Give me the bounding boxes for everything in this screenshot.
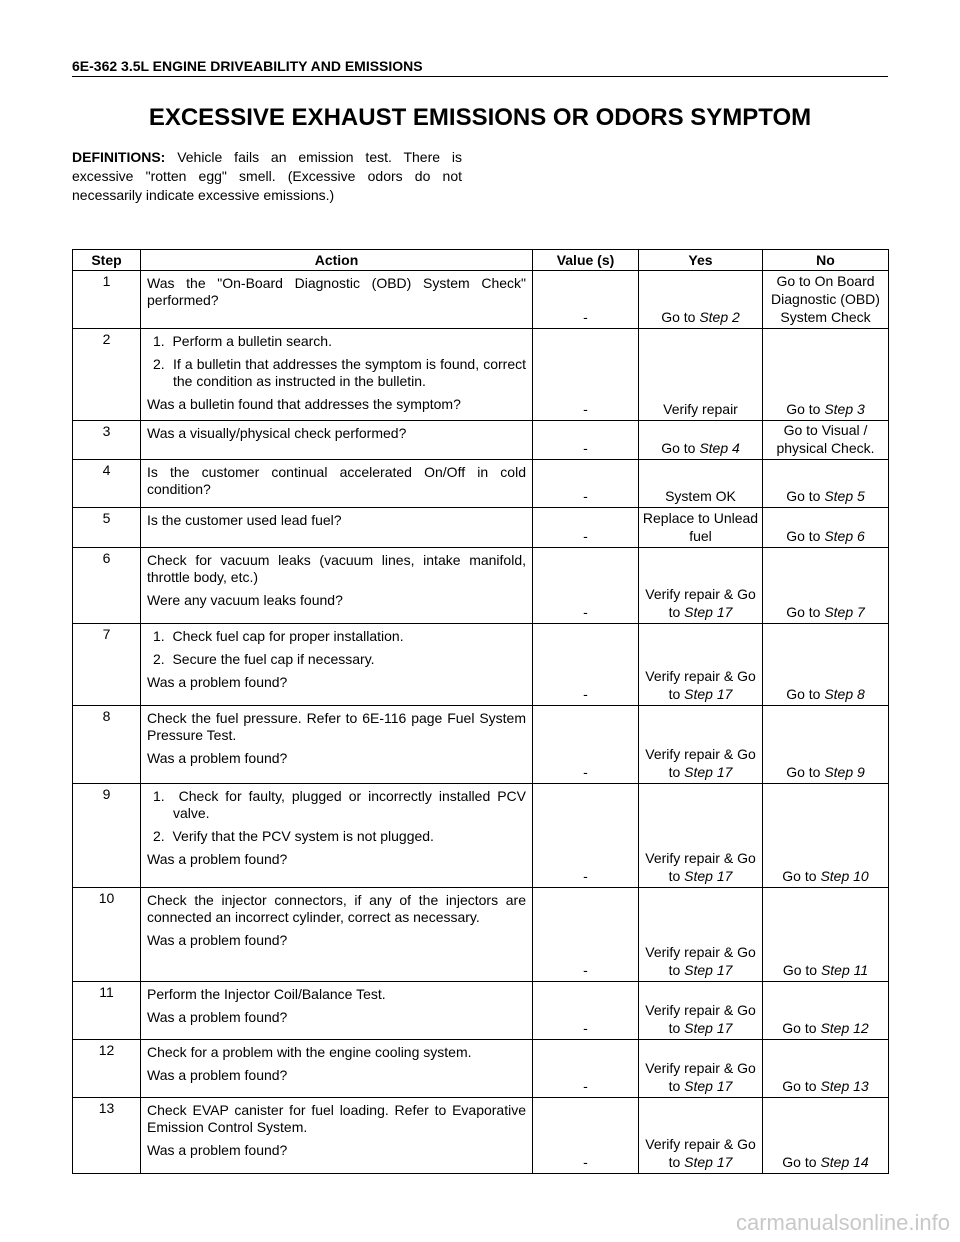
action-item-text: If a bulletin that addresses the symptom is found, correct the condition as instructed in the bulletin. bbox=[172, 356, 526, 389]
step-yes bbox=[639, 508, 763, 548]
step-action bbox=[141, 982, 533, 1040]
step-value: - bbox=[533, 548, 639, 624]
step-number: 13 bbox=[73, 1098, 141, 1174]
step-number: 10 bbox=[73, 888, 141, 982]
step-no bbox=[763, 1040, 889, 1098]
table-row bbox=[73, 624, 889, 706]
step-reference: Step 8 bbox=[824, 686, 865, 702]
definitions bbox=[72, 148, 462, 205]
table-header-row bbox=[73, 250, 889, 271]
table-row bbox=[73, 1040, 889, 1098]
table-row bbox=[73, 982, 889, 1040]
step-number: 6 bbox=[73, 548, 141, 624]
page-title: EXCESSIVE EXHAUST EMISSIONS OR ODORS SYMPTOM bbox=[148, 104, 812, 131]
step-action bbox=[141, 706, 533, 784]
step-no bbox=[763, 784, 889, 888]
step-no-text: Go to bbox=[782, 1078, 821, 1094]
step-yes-text: Verify repair & Go to bbox=[645, 944, 756, 978]
action-item-text: Check for faulty, plugged or incorrectly installed PCV valve. bbox=[173, 788, 527, 821]
step-yes-text: Verify repair & Go to bbox=[645, 586, 756, 620]
step-no-text: Go to bbox=[786, 686, 825, 702]
step-yes-text: Verify repair bbox=[663, 401, 738, 417]
step-yes-text: Go to bbox=[661, 309, 700, 325]
step-no-text: Go to bbox=[782, 1154, 821, 1170]
step-value: - bbox=[533, 508, 639, 548]
step-action bbox=[141, 508, 533, 548]
step-reference: Step 17 bbox=[684, 1078, 733, 1094]
action-text: Check EVAP canister for fuel loading. Refer to Evaporative Emission Control System. bbox=[147, 1102, 526, 1135]
step-value: - bbox=[533, 1098, 639, 1174]
step-yes bbox=[639, 1040, 763, 1098]
step-reference: Step 17 bbox=[684, 604, 733, 620]
step-value: - bbox=[533, 421, 639, 460]
step-reference: Step 13 bbox=[820, 1078, 869, 1094]
step-yes-text: System OK bbox=[665, 488, 736, 504]
step-no-text: Go to bbox=[782, 868, 821, 884]
step-reference: Step 17 bbox=[684, 764, 733, 780]
step-yes bbox=[639, 548, 763, 624]
step-value: - bbox=[533, 982, 639, 1040]
step-value: - bbox=[533, 888, 639, 982]
table-row bbox=[73, 784, 889, 888]
step-no-text: Go to bbox=[782, 1020, 821, 1036]
step-no bbox=[763, 460, 889, 508]
step-value: - bbox=[533, 329, 639, 421]
step-reference: Step 17 bbox=[684, 1154, 733, 1170]
step-no-text: Go to bbox=[786, 604, 825, 620]
action-text: Check for a problem with the engine cooling system. bbox=[147, 1044, 472, 1060]
step-reference: Step 10 bbox=[820, 868, 869, 884]
definitions-label: DEFINITIONS: bbox=[72, 149, 166, 165]
table-row bbox=[73, 888, 889, 982]
step-value: - bbox=[533, 460, 639, 508]
step-no-text: Go to Visual / physical Check. bbox=[776, 422, 875, 456]
step-reference: Step 11 bbox=[820, 962, 869, 978]
action-text: Perform the Injector Coil/Balance Test. bbox=[147, 986, 386, 1002]
action-text: Was a problem found? bbox=[147, 851, 288, 867]
action-item-number: 1. bbox=[153, 628, 165, 644]
action-text: Was a problem found? bbox=[147, 1142, 288, 1158]
step-value: - bbox=[533, 706, 639, 784]
action-item-number: 1. bbox=[153, 333, 165, 349]
step-no bbox=[763, 508, 889, 548]
step-yes bbox=[639, 982, 763, 1040]
step-action bbox=[141, 329, 533, 421]
action-text: Was a problem found? bbox=[147, 932, 288, 948]
step-number: 12 bbox=[73, 1040, 141, 1098]
action-numbered-item bbox=[147, 788, 526, 822]
action-item-number: 2. bbox=[153, 651, 165, 667]
step-reference: Step 17 bbox=[684, 1020, 733, 1036]
action-numbered-item bbox=[147, 651, 526, 668]
step-reference: Step 14 bbox=[820, 1154, 869, 1170]
action-text: Were any vacuum leaks found? bbox=[147, 592, 343, 608]
action-text: Was a problem found? bbox=[147, 750, 288, 766]
action-text: Was a problem found? bbox=[147, 1067, 288, 1083]
table-row bbox=[73, 548, 889, 624]
step-yes-text: Verify repair & Go to bbox=[645, 746, 756, 780]
step-number: 5 bbox=[73, 508, 141, 548]
step-no-text: Go to bbox=[786, 401, 825, 417]
step-reference: Step 17 bbox=[684, 962, 733, 978]
step-reference: Step 12 bbox=[820, 1020, 869, 1036]
table-row bbox=[73, 1098, 889, 1174]
step-yes-text: Go to bbox=[661, 440, 700, 456]
step-no bbox=[763, 1098, 889, 1174]
step-number: 4 bbox=[73, 460, 141, 508]
step-no-text: Go to On Board Diagnostic (OBD) System Check bbox=[771, 273, 880, 325]
step-no bbox=[763, 624, 889, 706]
step-yes bbox=[639, 706, 763, 784]
action-item-text: Check fuel cap for proper installation. bbox=[172, 628, 404, 644]
step-value: - bbox=[533, 1040, 639, 1098]
step-no bbox=[763, 548, 889, 624]
action-text: Was a problem found? bbox=[147, 674, 288, 690]
action-item-text: Verify that the PCV system is not plugged. bbox=[172, 828, 434, 844]
step-action bbox=[141, 548, 533, 624]
step-no-text: Go to bbox=[786, 764, 825, 780]
action-text: Check the fuel pressure. Refer to 6E-116 page Fuel System Pressure Test. bbox=[147, 710, 526, 743]
step-value: - bbox=[533, 784, 639, 888]
step-no bbox=[763, 271, 889, 329]
step-yes-text: Verify repair & Go to bbox=[645, 1002, 756, 1036]
action-text: Is the customer used lead fuel? bbox=[147, 512, 342, 528]
step-no bbox=[763, 888, 889, 982]
step-yes-text: Verify repair & Go to bbox=[645, 850, 756, 884]
step-reference: Step 4 bbox=[699, 440, 740, 456]
step-value: - bbox=[533, 624, 639, 706]
step-action bbox=[141, 421, 533, 460]
diagnostic-table bbox=[72, 249, 889, 1174]
step-no-text: Go to bbox=[782, 962, 821, 978]
step-yes bbox=[639, 784, 763, 888]
action-text: Was the "On-Board Diagnostic (OBD) System Check" performed? bbox=[147, 275, 526, 308]
step-reference: Step 17 bbox=[684, 686, 733, 702]
action-item-text: Secure the fuel cap if necessary. bbox=[172, 651, 375, 667]
step-yes bbox=[639, 888, 763, 982]
step-action bbox=[141, 271, 533, 329]
step-no-text: Go to bbox=[786, 528, 825, 544]
step-action bbox=[141, 624, 533, 706]
step-action bbox=[141, 460, 533, 508]
table-row bbox=[73, 421, 889, 460]
step-yes bbox=[639, 329, 763, 421]
action-numbered-item bbox=[147, 628, 526, 645]
step-yes bbox=[639, 460, 763, 508]
header-no: No bbox=[763, 250, 889, 271]
action-numbered-item bbox=[147, 356, 526, 390]
page-header: 6E-362 3.5L ENGINE DRIVEABILITY AND EMISSIONS bbox=[72, 58, 888, 77]
step-reference: Step 17 bbox=[684, 868, 733, 884]
table-row bbox=[73, 329, 889, 421]
step-value: - bbox=[533, 271, 639, 329]
header-yes: Yes bbox=[639, 250, 763, 271]
step-reference: Step 5 bbox=[824, 488, 865, 504]
header-action: Action bbox=[141, 250, 533, 271]
step-action bbox=[141, 784, 533, 888]
header-value: Value (s) bbox=[533, 250, 639, 271]
step-no bbox=[763, 706, 889, 784]
step-yes-text: Verify repair & Go to bbox=[645, 668, 756, 702]
step-yes bbox=[639, 1098, 763, 1174]
step-number: 8 bbox=[73, 706, 141, 784]
header-step: Step bbox=[73, 250, 141, 271]
action-item-number: 2. bbox=[153, 356, 165, 372]
step-no bbox=[763, 421, 889, 460]
action-item-text: Perform a bulletin search. bbox=[172, 333, 332, 349]
table-row bbox=[73, 460, 889, 508]
action-text: Was a problem found? bbox=[147, 1009, 288, 1025]
action-text: Is the customer continual accelerated On/Off in cold condition? bbox=[147, 464, 526, 497]
step-reference: Step 3 bbox=[824, 401, 865, 417]
step-number: 3 bbox=[73, 421, 141, 460]
step-yes-text: Replace to Unlead fuel bbox=[642, 510, 759, 544]
step-no bbox=[763, 329, 889, 421]
step-yes bbox=[639, 421, 763, 460]
table-row bbox=[73, 706, 889, 784]
step-number: 11 bbox=[73, 982, 141, 1040]
step-number: 7 bbox=[73, 624, 141, 706]
action-item-number: 2. bbox=[153, 828, 165, 844]
step-yes-text: Verify repair & Go to bbox=[645, 1136, 756, 1170]
watermark: carmanualsonline.info bbox=[735, 1210, 950, 1235]
action-item-number: 1. bbox=[153, 788, 165, 804]
step-yes bbox=[639, 271, 763, 329]
action-text: Check the injector connectors, if any of the injectors are connected an incorrect cylinder, correct as necessary. bbox=[147, 892, 526, 925]
step-no bbox=[763, 982, 889, 1040]
step-reference: Step 7 bbox=[824, 604, 865, 620]
table-row bbox=[73, 508, 889, 548]
action-text: Was a visually/physical check performed? bbox=[147, 425, 407, 441]
step-number: 2 bbox=[73, 329, 141, 421]
definitions-text: Vehicle fails an emission test. There is excessive "rotten egg" smell. (Excessive odors do not necessarily indicate excessive emissions.) bbox=[72, 149, 462, 203]
step-action bbox=[141, 1098, 533, 1174]
action-numbered-item bbox=[147, 828, 526, 845]
step-action bbox=[141, 1040, 533, 1098]
step-reference: Step 6 bbox=[824, 528, 865, 544]
action-text: Was a bulletin found that addresses the symptom? bbox=[147, 396, 461, 412]
step-reference: Step 9 bbox=[824, 764, 865, 780]
step-reference: Step 2 bbox=[699, 309, 740, 325]
step-yes-text: Verify repair & Go to bbox=[645, 1060, 756, 1094]
table-row bbox=[73, 271, 889, 329]
step-no-text: Go to bbox=[786, 488, 825, 504]
step-yes bbox=[639, 624, 763, 706]
step-number: 9 bbox=[73, 784, 141, 888]
step-number: 1 bbox=[73, 271, 141, 329]
step-action bbox=[141, 888, 533, 982]
action-numbered-item bbox=[147, 333, 526, 350]
table-body bbox=[73, 271, 889, 1174]
action-text: Check for vacuum leaks (vacuum lines, intake manifold, throttle body, etc.) bbox=[147, 552, 526, 585]
